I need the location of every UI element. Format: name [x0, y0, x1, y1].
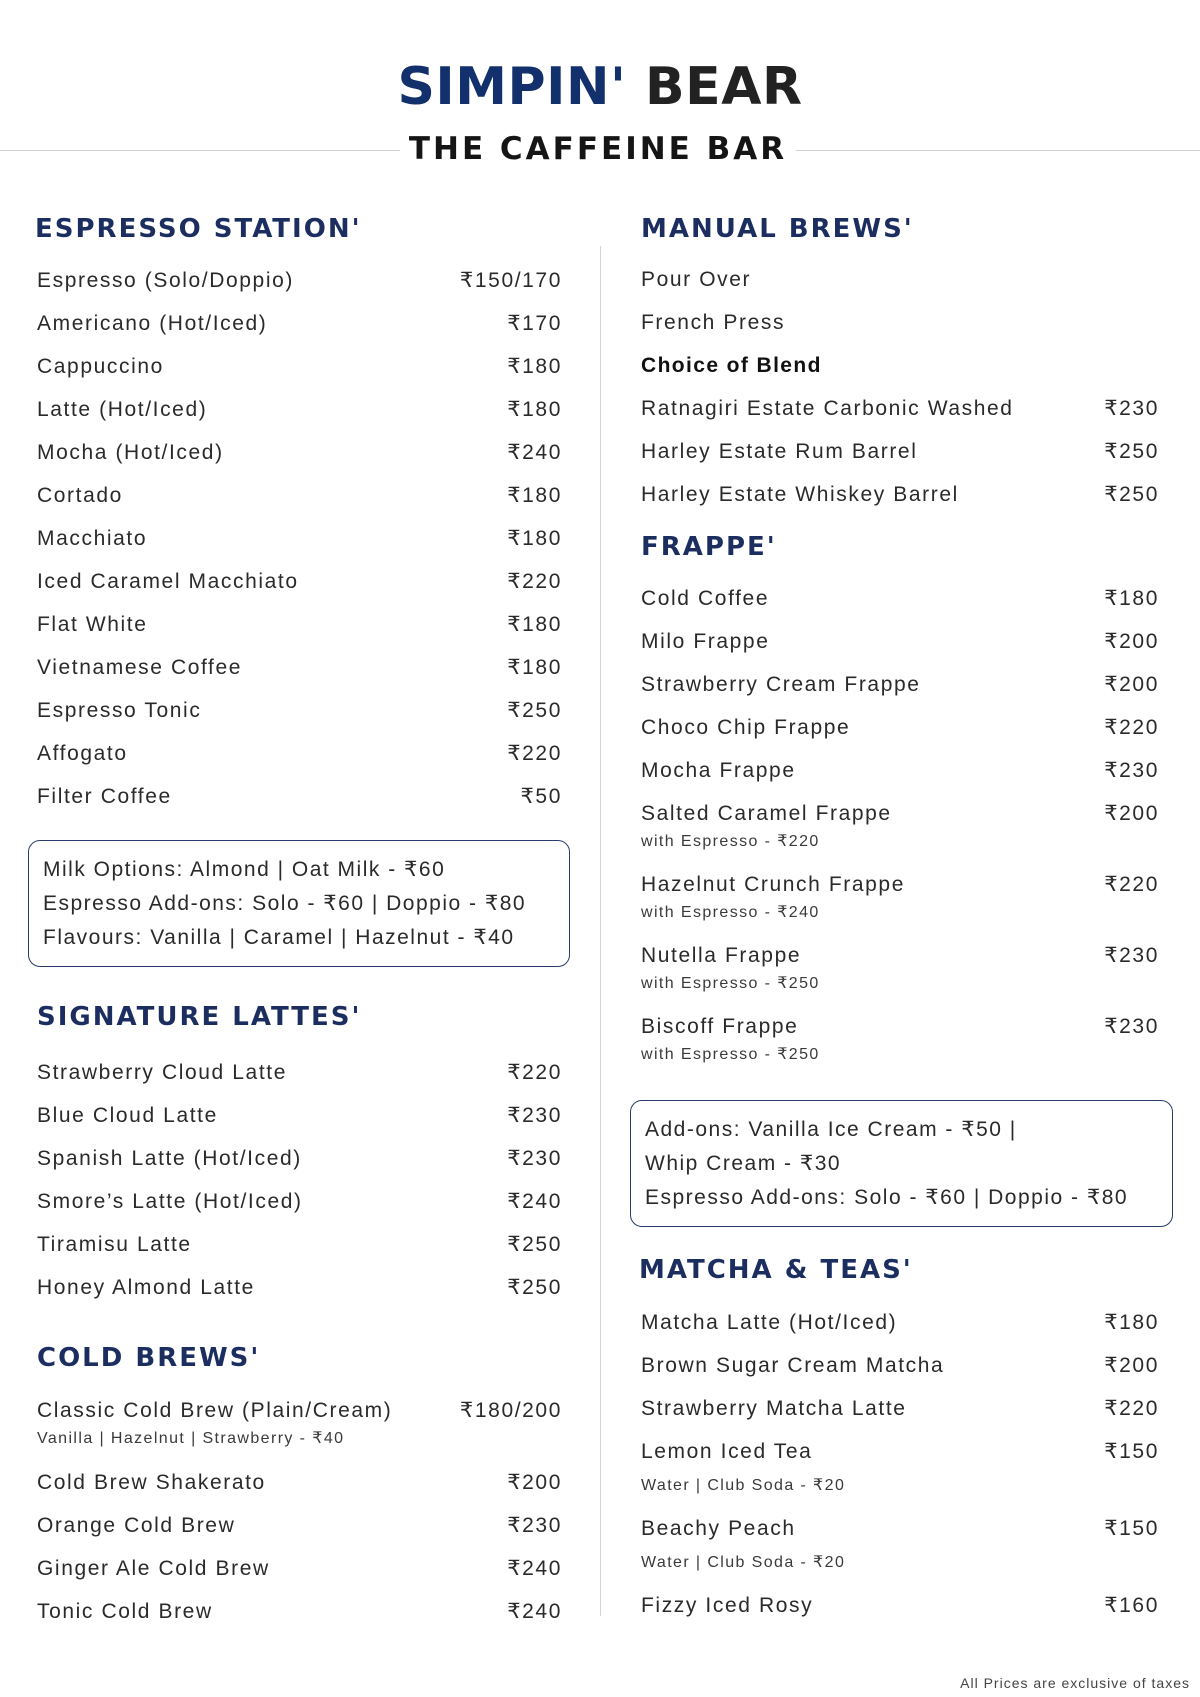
menu-item-name: Cold Brew Shakerato: [37, 1471, 266, 1494]
section-title-signature: SIGNATURE LATTES': [37, 1002, 362, 1032]
menu-item-price: ₹220: [507, 742, 562, 765]
menu-item-note: Water | Club Soda - ₹20: [641, 1554, 846, 1571]
menu-item-name: Choco Chip Frappe: [641, 716, 851, 739]
menu-item-price: ₹200: [1104, 802, 1159, 825]
menu-item: [37, 1598, 562, 1626]
menu-item-name: Choice of Blend: [641, 354, 822, 377]
frappe-addons-box: [630, 1100, 1173, 1227]
addon-line: Flavours: Vanilla | Caramel | Hazelnut - ₹40: [43, 926, 515, 949]
addon-line: Add-ons: Vanilla Ice Cream - ₹50 |: [645, 1118, 1017, 1141]
menu-item: [641, 671, 1159, 699]
menu-item-price: ₹180: [507, 527, 562, 550]
menu-item: [37, 1512, 562, 1540]
menu-item-price: ₹240: [507, 1190, 562, 1213]
menu-item: [37, 1397, 562, 1425]
menu-item-name: French Press: [641, 311, 786, 334]
menu-item-price: ₹200: [1104, 1354, 1159, 1377]
menu-item-name: Biscoff Frappe: [641, 1015, 799, 1038]
menu-item: [37, 1231, 562, 1259]
menu-item-price: ₹240: [507, 1557, 562, 1580]
menu-item-name: Milo Frappe: [641, 630, 770, 653]
menu-item: [641, 438, 1159, 466]
menu-item-price: ₹160: [1104, 1594, 1159, 1617]
menu-item: [37, 396, 562, 424]
menu-item-price: ₹220: [507, 570, 562, 593]
menu-item: [37, 611, 562, 639]
brand-subtitle: THE CAFFEINE BAR: [408, 131, 788, 167]
menu-item: [641, 1515, 1159, 1543]
menu-item: [641, 871, 1159, 899]
menu-item: [641, 757, 1159, 785]
menu-item: [37, 568, 562, 596]
menu-item: [37, 1469, 562, 1497]
menu-item-name: Beachy Peach: [641, 1517, 796, 1540]
menu-item-note: with Espresso - ₹250: [641, 1046, 820, 1063]
menu-item: [37, 697, 562, 725]
menu-item-price: ₹200: [1104, 673, 1159, 696]
menu-item-price: ₹180/200: [459, 1399, 562, 1422]
menu-item-name: Matcha Latte (Hot/Iced): [641, 1311, 898, 1334]
menu-item-name: Lemon Iced Tea: [641, 1440, 813, 1463]
menu-item: [37, 353, 562, 381]
menu-item-name: Strawberry Cream Frappe: [641, 673, 921, 696]
menu-item-price: ₹220: [1104, 716, 1159, 739]
menu-item-price: ₹230: [507, 1104, 562, 1127]
brand-title: [0, 52, 1200, 122]
menu-item-name: Flat White: [37, 613, 148, 636]
menu-item: [37, 1145, 562, 1173]
brand-name-part2: BEAR: [645, 57, 803, 117]
menu-item-price: ₹180: [507, 613, 562, 636]
menu-item-name: Blue Cloud Latte: [37, 1104, 218, 1127]
column-divider: [600, 246, 601, 1616]
section-title-espresso: ESPRESSO STATION': [35, 214, 362, 244]
addon-line: Milk Options: Almond | Oat Milk - ₹60: [43, 858, 446, 881]
menu-item-name: Tiramisu Latte: [37, 1233, 192, 1256]
menu-item-price: ₹180: [507, 484, 562, 507]
section-title-frappe: FRAPPE': [641, 532, 777, 562]
espresso-addons-box: [28, 840, 570, 967]
menu-item-price: ₹230: [507, 1147, 562, 1170]
menu-item: [37, 740, 562, 768]
subtitle-rule-left: [0, 150, 400, 151]
menu-item: [641, 628, 1159, 656]
menu-item-name: Harley Estate Whiskey Barrel: [641, 483, 959, 506]
menu-item-name: Mocha Frappe: [641, 759, 796, 782]
menu-item-name: Filter Coffee: [37, 785, 172, 808]
menu-item-name: Honey Almond Latte: [37, 1276, 255, 1299]
menu-item: [37, 1102, 562, 1130]
menu-item-name: Cold Coffee: [641, 587, 770, 610]
menu-item-name: Tonic Cold Brew: [37, 1600, 213, 1623]
menu-item-name: Americano (Hot/Iced): [37, 312, 268, 335]
menu-item-price: ₹250: [507, 699, 562, 722]
menu-item: [641, 1352, 1159, 1380]
menu-item-price: ₹220: [1104, 1397, 1159, 1420]
menu-item-price: ₹220: [507, 1061, 562, 1084]
menu-item: [641, 352, 1159, 380]
menu-item: [641, 266, 1159, 294]
menu-item: [37, 783, 562, 811]
menu-item-price: ₹200: [507, 1471, 562, 1494]
menu-item-name: Classic Cold Brew (Plain/Cream): [37, 1399, 393, 1422]
addon-line: Espresso Add-ons: Solo - ₹60 | Doppio - ₹80: [645, 1186, 1129, 1209]
menu-item-name: Ratnagiri Estate Carbonic Washed: [641, 397, 1014, 420]
menu-item-name: Fizzy Iced Rosy: [641, 1594, 814, 1617]
brand-name-part1: SIMPIN': [397, 57, 627, 117]
section-title-matcha: MATCHA & TEAS': [639, 1255, 913, 1285]
menu-item-price: ₹150/170: [459, 269, 562, 292]
menu-item: [37, 482, 562, 510]
menu-item-name: Nutella Frappe: [641, 944, 802, 967]
menu-item: [641, 481, 1159, 509]
menu-item-name: Macchiato: [37, 527, 148, 550]
menu-item-note: with Espresso - ₹250: [641, 975, 820, 992]
menu-item-price: ₹240: [507, 1600, 562, 1623]
menu-item-note: Vanilla | Hazelnut | Strawberry - ₹40: [37, 1430, 345, 1447]
menu-item-price: ₹230: [507, 1514, 562, 1537]
menu-item-name: Cappuccino: [37, 355, 164, 378]
menu-item-price: ₹180: [507, 656, 562, 679]
menu-item-name: Espresso (Solo/Doppio): [37, 269, 294, 292]
addon-line: Whip Cream - ₹30: [645, 1152, 842, 1175]
subtitle-rule-right: [796, 150, 1200, 151]
menu-item: [641, 1309, 1159, 1337]
menu-item-price: ₹250: [507, 1276, 562, 1299]
menu-item: [641, 395, 1159, 423]
menu-item-price: ₹250: [1104, 440, 1159, 463]
menu-item: [37, 267, 562, 295]
menu-item-name: Pour Over: [641, 268, 752, 291]
menu-item-name: Iced Caramel Macchiato: [37, 570, 299, 593]
menu-item: [641, 309, 1159, 337]
menu-item-price: ₹250: [1104, 483, 1159, 506]
menu-item-price: ₹230: [1104, 759, 1159, 782]
menu-item-name: Brown Sugar Cream Matcha: [641, 1354, 945, 1377]
section-title-manual: MANUAL BREWS': [641, 214, 914, 244]
menu-item-price: ₹180: [507, 398, 562, 421]
menu-item-name: Spanish Latte (Hot/Iced): [37, 1147, 302, 1170]
menu-item-name: Strawberry Matcha Latte: [641, 1397, 907, 1420]
menu-item-price: ₹180: [1104, 587, 1159, 610]
menu-item: [37, 439, 562, 467]
menu-item-price: ₹230: [1104, 397, 1159, 420]
menu-item: [641, 585, 1159, 613]
menu-item-name: Mocha (Hot/Iced): [37, 441, 224, 464]
menu-item: [641, 800, 1159, 828]
menu-item-price: ₹180: [507, 355, 562, 378]
addon-line: Espresso Add-ons: Solo - ₹60 | Doppio - ₹80: [43, 892, 527, 915]
menu-item-price: ₹150: [1104, 1517, 1159, 1540]
menu-item: [37, 1274, 562, 1302]
menu-item: [37, 310, 562, 338]
menu-item-name: Latte (Hot/Iced): [37, 398, 208, 421]
menu-item-name: Ginger Ale Cold Brew: [37, 1557, 270, 1580]
menu-item-note: with Espresso - ₹240: [641, 904, 820, 921]
section-title-coldbrews: COLD BREWS': [37, 1343, 261, 1373]
menu-item-name: Smore’s Latte (Hot/Iced): [37, 1190, 303, 1213]
menu-item-name: Harley Estate Rum Barrel: [641, 440, 918, 463]
menu-item: [641, 1395, 1159, 1423]
menu-item-price: ₹170: [507, 312, 562, 335]
menu-item-price: ₹250: [507, 1233, 562, 1256]
menu-item: [37, 1059, 562, 1087]
menu-item: [641, 714, 1159, 742]
tax-footnote: All Prices are exclusive of taxes: [960, 1675, 1190, 1691]
menu-item: [641, 1438, 1159, 1466]
menu-item: [641, 1592, 1159, 1620]
menu-item-name: Affogato: [37, 742, 128, 765]
menu-item-name: Orange Cold Brew: [37, 1514, 236, 1537]
menu-item-name: Salted Caramel Frappe: [641, 802, 892, 825]
menu-item-price: ₹230: [1104, 1015, 1159, 1038]
menu-item: [37, 1188, 562, 1216]
menu-item-name: Strawberry Cloud Latte: [37, 1061, 287, 1084]
menu-item-price: ₹220: [1104, 873, 1159, 896]
menu-item-name: Espresso Tonic: [37, 699, 202, 722]
menu-item-name: Cortado: [37, 484, 123, 507]
menu-item-note: with Espresso - ₹220: [641, 833, 820, 850]
menu-item: [641, 1013, 1159, 1041]
menu-item-price: ₹200: [1104, 630, 1159, 653]
menu-item-price: ₹240: [507, 441, 562, 464]
menu-item-price: ₹230: [1104, 944, 1159, 967]
menu-item-price: ₹180: [1104, 1311, 1159, 1334]
menu-item: [641, 942, 1159, 970]
menu-item: [37, 525, 562, 553]
menu-item-price: ₹150: [1104, 1440, 1159, 1463]
menu-item-name: Vietnamese Coffee: [37, 656, 243, 679]
menu-item: [37, 1555, 562, 1583]
menu-item-note: Water | Club Soda - ₹20: [641, 1477, 846, 1494]
menu-item: [37, 654, 562, 682]
menu-item-price: ₹50: [520, 785, 562, 808]
subtitle-row: [0, 128, 1200, 170]
menu-item-name: Hazelnut Crunch Frappe: [641, 873, 905, 896]
